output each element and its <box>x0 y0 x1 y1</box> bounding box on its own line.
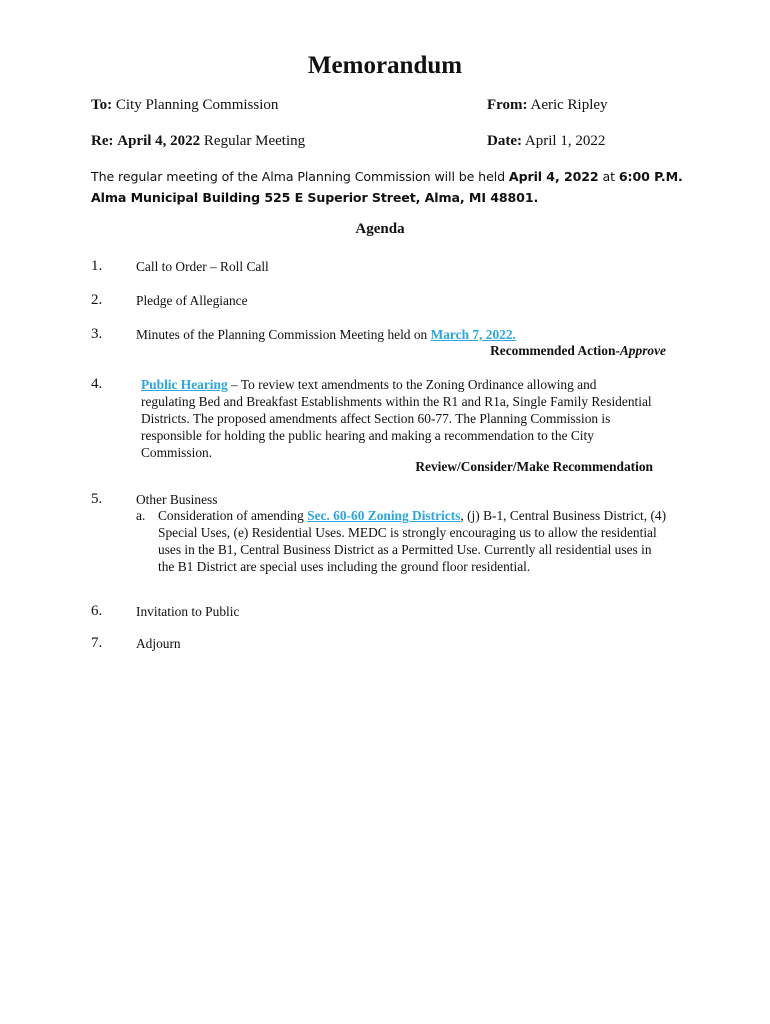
intro-at: at <box>598 169 619 184</box>
intro-time: 6:00 P.M. <box>618 169 683 184</box>
agenda-title: Agenda <box>355 221 405 237</box>
memo-date-label: Date: <box>487 133 522 149</box>
memo-date-value: April 1, 2022 <box>524 133 606 149</box>
memo-re-value: Regular Meeting <box>203 133 306 149</box>
agenda-item-number: 6. <box>91 603 103 619</box>
minutes-link[interactable]: March 7, 2022. <box>430 327 516 342</box>
meeting-intro <box>91 166 691 208</box>
agenda-item-number: 3. <box>91 326 103 342</box>
agenda-item-minutes <box>136 326 696 343</box>
sub-item-marker: a. <box>136 508 146 523</box>
intro-text: The regular meeting of the Alma Planning Commission will be held <box>91 169 509 184</box>
agenda-subitem-zoning <box>158 507 668 575</box>
intro-date: April 4, 2022 <box>508 169 599 184</box>
agenda-item-other-business: Other Business <box>136 492 218 507</box>
agenda-item-number: 1. <box>91 258 103 274</box>
minutes-text: Minutes of the Planning Commission Meeting held on <box>136 327 431 342</box>
memo-re <box>91 131 305 151</box>
memo-from-label: From: <box>487 97 528 113</box>
memo-from-value: Aeric Ripley <box>530 97 608 113</box>
intro-location: Alma Municipal Building 525 E Superior Street, Alma, MI 48801. <box>91 190 539 205</box>
memo-to-value: City Planning Commission <box>115 97 279 113</box>
memo-date <box>487 131 605 151</box>
zoning-text-1: Consideration of amending <box>158 508 308 523</box>
agenda-item-invitation: Invitation to Public <box>136 604 240 619</box>
agenda-item-call-to-order: Call to Order – Roll Call <box>136 259 269 274</box>
minutes-recommended-action <box>490 342 666 359</box>
memo-re-date: April 4, 2022 <box>117 133 201 149</box>
agenda-item-pledge: Pledge of Allegiance <box>136 293 248 308</box>
agenda-item-number: 2. <box>91 292 103 308</box>
public-hearing-text: – To review text amendments to the Zoning Ordinance allowing and regulating Bed and Breakfast Establishments within the R1 and R1a, Single Family Residential Districts. The proposed amendments affect Section 60-77. The Planning Commission is responsible for holding the public hearing and making a recommendation to the City Commission. <box>141 377 652 460</box>
agenda-item-public-hearing <box>141 376 653 461</box>
zoning-text-2: , (j) B-1, Central Business District, (4) Special Uses, (e) Residential Uses. MEDC is strongly encouraging us to allow the residential uses in the B1, Central Business District as a Permitted Use. Currently all residential uses in the B1 District are special uses including the ground floor residential. <box>158 508 667 574</box>
public-hearing-link[interactable]: Public Hearing <box>141 377 228 392</box>
agenda-item-adjourn: Adjourn <box>136 636 181 651</box>
agenda-item-number: 5. <box>91 491 103 507</box>
memo-to <box>91 95 278 115</box>
memo-to-label: To: <box>91 97 113 113</box>
agenda-item-number: 7. <box>91 635 103 651</box>
memo-title: Memorandum <box>307 52 463 79</box>
memo-re-label: Re: <box>91 133 114 149</box>
agenda-item-number: 4. <box>91 376 103 392</box>
action-label: Recommended Action- <box>490 343 620 358</box>
zoning-districts-link[interactable]: Sec. 60-60 Zoning Districts <box>307 508 461 523</box>
public-hearing-recommended-action: Review/Consider/Make Recommendation <box>415 459 653 474</box>
action-value: Approve <box>619 343 666 358</box>
memo-from <box>487 95 608 115</box>
